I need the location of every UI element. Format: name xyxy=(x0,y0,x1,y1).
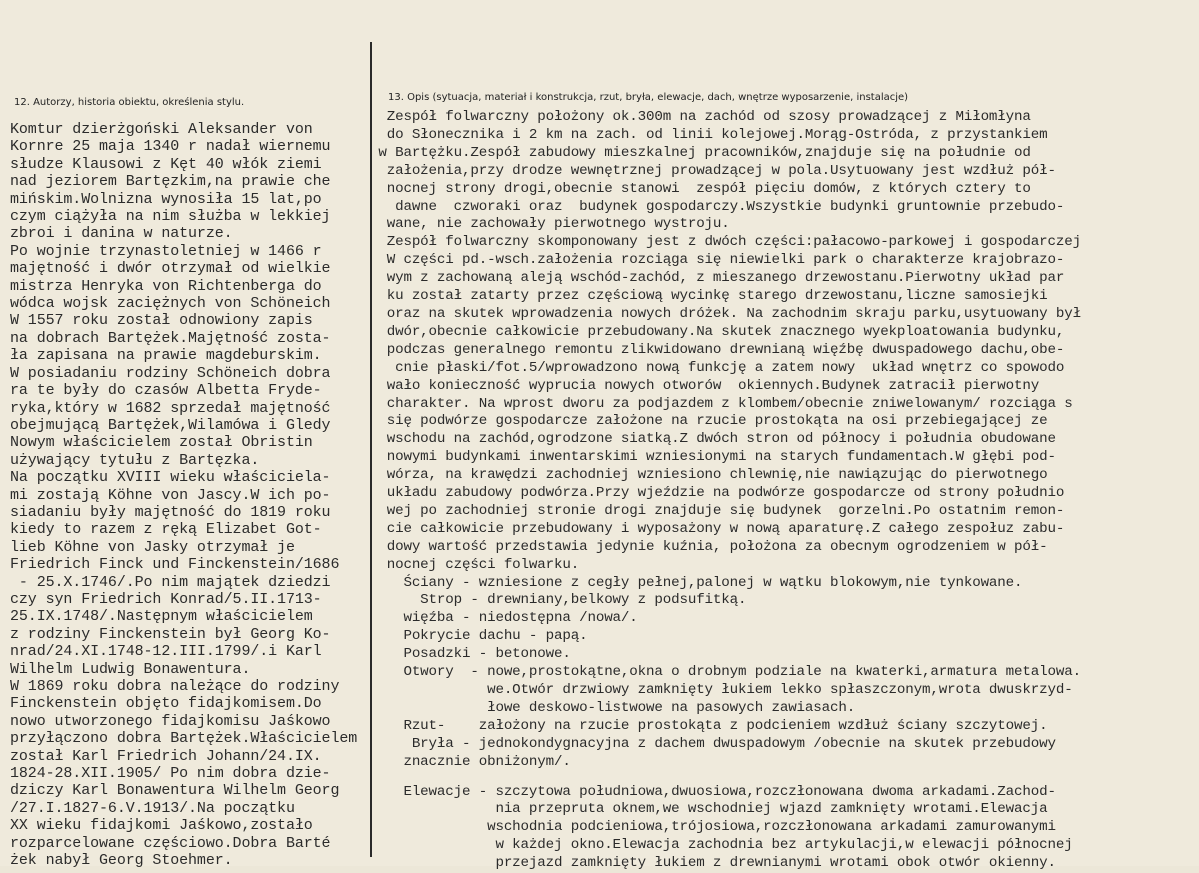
description-text-line: charakter. Na wprost dworu za podjazdem z klombem/obecnie zniwelowanym/ rozciąga s xyxy=(370,395,1073,412)
history-text-line: /27.I.1827-6.V.1913/.Na początku xyxy=(10,799,295,817)
description-text-line: założenia,przy drodze wewnętrznej prowadzącej w pola.Usytuowany jest wzdłuż pół- xyxy=(370,162,1056,179)
history-text-line: lieb Köhne von Jasky otrzymał je xyxy=(10,538,295,556)
description-text-line: oraz na skutek wprowadzenia nowych dróżek. Na zachodnim skraju parku,usytuowany był xyxy=(370,305,1081,322)
description-text-line: w Bartężku.Zespół zabudowy mieszkalnej pracowników,znajduje się na południe od xyxy=(370,144,1031,161)
description-text-line: Pokrycie dachu - papą. xyxy=(370,628,588,645)
history-text-line: Finckenstein objęto fidajkomisem.Do xyxy=(10,695,322,713)
description-text-line: do Słonecznika i 2 km na zach. od linii kolejowej.Morąg-Ostróda, z przystankiem xyxy=(370,126,1048,143)
history-text-line: nrad/24.XI.1748-12.III.1799/.i Karl xyxy=(10,643,322,661)
description-text-line: nocnej części folwarku. xyxy=(370,556,580,573)
history-text-line: Komtur dzierżgoński Aleksander von xyxy=(10,121,313,138)
description-text-line: dowy wartość przedstawia jedynie kuźnia, położona za obecnym ogrodzeniem w pół- xyxy=(370,538,1048,555)
description-text-line: cie całkowicie przebudowany i wyposażony w nową aparaturę.Z całego zespołuz zabu- xyxy=(370,520,1065,537)
description-text-line: Elewacje - szczytowa południowa,dwuosiowa,rozczłonowana dwoma arkadami.Zachod- xyxy=(370,783,1056,800)
description-text-line: dawne czworaki oraz budynek gospodarczy.Wszystkie budynki gruntownie przebudo- xyxy=(370,198,1065,215)
description-text-line: we.Otwór drzwiowy zamknięty łukiem lekko spłaszczonym,wrota dwuskrzyd- xyxy=(370,682,1073,698)
history-text-line: rozparcelowane częściowo.Dobra Barté xyxy=(10,834,331,852)
description-text-line: się podwórze gospodarcze założone na rzucie prostokąta na osi przebiegającej ze xyxy=(370,413,1048,430)
history-text-line: siadaniu były majętność do 1819 roku xyxy=(10,503,331,521)
history-text-line: dziczy Karl Bonawentura Wilhelm Georg xyxy=(10,782,340,800)
history-text-line: na dobrach Bartężek.Majętność zosta- xyxy=(10,329,331,347)
history-text-line: kiedy to razem z ręką Elizabet Got- xyxy=(10,521,322,539)
description-text-line: więźba - niedostępna /nowa/. xyxy=(370,610,638,627)
history-text-line: mistrza Henryka von Richtenberga do xyxy=(10,277,322,295)
history-text-line: czy syn Friedrich Konrad/5.II.1713- xyxy=(10,590,322,608)
description-text-line: wschodu na zachód,ogrodzone siatką.Z dwóch stron od północy i południa obudowane xyxy=(370,431,1056,448)
history-text-line: obejmującą Bartężek,Wilamówa i Gledy xyxy=(10,416,331,434)
history-text-line: - 25.X.1746/.Po nim majątek dziedzi xyxy=(10,573,331,591)
description-text-line: wym z zachowaną aleją wschód-zachód, z mieszanego drzewostanu.Pierwotny układ par xyxy=(370,270,1065,287)
history-text-line: zbroi i danina w naturze. xyxy=(10,225,233,243)
history-text-line: ra te były do czasów Albetta Fryde- xyxy=(10,382,322,400)
description-text-line: Strop - drewniany,belkowy z podsufitką. xyxy=(370,592,747,609)
history-text-line: W 1557 roku został odnowiony zapis xyxy=(10,312,313,330)
history-text-line: używający tytułu z Bartęzka. xyxy=(10,451,260,469)
history-text-line: przyłączono dobra Bartężek.Właścicielem xyxy=(10,730,358,748)
description-text-line: Rzut- założony na rzucie prostokąta z podcieniem wzdłuż ściany szczytowej. xyxy=(370,717,1048,734)
description-text-line: wane, nie zachowały pierwotnego wystroju. xyxy=(370,216,730,233)
history-text-line: został Karl Friedrich Johann/24.IX. xyxy=(10,747,322,765)
description-text-line: przejazd zamknięty łukiem z drewnianymi wrotami obok otwór okienny. xyxy=(370,855,1056,872)
description-text-line: w każdej okno.Elewacja zachodnia bez artykulacji,w elewacji północnej xyxy=(370,837,1073,854)
history-text-line: XX wieku fidajkomi Jaśkowo,zostało xyxy=(10,817,313,835)
description-text-line: układu zabudowy podwórza.Przy wjeździe na podwórze gospodarcze od strony południo xyxy=(370,485,1065,502)
description-text-line: ku został zatarty przez częściową wycinkę starego drzewostanu,liczne samosiejki xyxy=(370,288,1048,305)
history-text-line: 25.IX.1748/.Następnym właścicielem xyxy=(10,608,313,626)
description-text-column xyxy=(370,109,1081,873)
description-text-line: wało konieczność wyprucia nowych otworów okiennych.Budynek zatracił pierwotny xyxy=(370,377,1040,394)
description-text-line: nocnej strony drogi,obecnie stanowi zespół pięciu domów, z których cztery to xyxy=(370,180,1031,197)
history-text-line: żek nabył Georg Stoehmer. xyxy=(10,852,233,870)
description-text-line: wórza, na krawędzi zachodniej wzniesiono chlewnię,nie nawiązując do pierwotnego xyxy=(370,467,1048,484)
description-text-line: nia przepruta oknem,we wschodniej wjazd zamknięty wrotami.Elewacja xyxy=(370,801,1048,818)
description-text-line: wej po zachodniej stronie drogi znajduje się budynek gorzelni.Po ostatnim remon- xyxy=(370,502,1065,519)
history-text-line: nowo utworzonego fidajkomisu Jaśkowo xyxy=(10,712,331,730)
history-text-line: czym ciążyła na nim służba w lekkiej xyxy=(10,208,331,226)
description-text-line xyxy=(370,772,1081,784)
history-text-line: 1824-28.XII.1905/ Po nim dobra dzie- xyxy=(10,765,331,783)
history-text-line: ryka,który w 1682 sprzedał majętność xyxy=(10,399,331,417)
history-text-line: słudze Klausowi z Kęt 40 włók ziemi xyxy=(10,155,322,173)
history-text-line: ła zapisana na prawie magdeburskim. xyxy=(10,347,322,365)
history-text-line: W 1869 roku dobra należące do rodziny xyxy=(10,678,340,695)
description-text-line: podczas generalnego remontu zlikwidowano drewnianą więźbę dwuspadowego dachu,obe- xyxy=(370,341,1065,358)
description-text-line: Zespół folwarczny skomponowany jest z dwóch części:pałacowo-parkowej i gospodarczej xyxy=(370,234,1081,251)
history-text-line: Po wojnie trzynastoletniej w 1466 r xyxy=(10,242,322,260)
history-text-line: z rodziny Finckenstein był Georg Ko- xyxy=(10,625,331,643)
description-text-line: Zespół folwarczny położony ok.300m na zachód od szosy prowadzącej z Miłomłyna xyxy=(370,109,1031,125)
history-text-line: nad jeziorem Bartęzkim,na prawie che xyxy=(10,173,331,191)
description-text-line: Bryła - jednokondygnacyjna z dachem dwuspadowym /obecnie na skutek przebudowy xyxy=(370,735,1056,752)
history-text-line: majętność i dwór otrzymał od wielkie xyxy=(10,260,331,278)
history-text-line: wódca wojsk zaciężnych von Schöneich xyxy=(10,295,331,313)
history-text-line: Friedrich Finck und Finckenstein/1686 xyxy=(10,556,340,574)
description-text-line: nowymi budynkami inwentarskimi wzniesionymi na starych fundamentach.W głębi pod- xyxy=(370,449,1056,466)
history-text-line: W posiadaniu rodziny Schöneich dobra xyxy=(10,364,331,382)
section-12-header: 12. Autorzy, historia obiektu, określenia stylu. xyxy=(14,97,245,108)
description-text-line: Posadzki - betonowe. xyxy=(370,646,571,663)
description-text-line: cnie płaski/fot.5/wprowadzono nową funkcję a zatem nowy układ wnętrz co spowodo xyxy=(370,359,1065,376)
description-text-line: łowe deskowo-listwowe na pasowych zawiasach. xyxy=(370,699,856,716)
description-text-line: Ściany - wzniesione z cegły pełnej,palonej w wątku blokowym,nie tynkowane. xyxy=(370,574,1023,591)
history-text-line: mi zostają Köhne von Jascy.W ich po- xyxy=(10,486,331,504)
description-text-line: Otwory - nowe,prostokątne,okna o drobnym podziale na kwaterki,armatura metalowa. xyxy=(370,664,1081,681)
description-text-line: dwór,obecnie całkowicie przebudowany.Na skutek znacznego wyekploatowania budynku, xyxy=(370,323,1065,340)
history-text-line: Na początku XVIII wieku właściciela- xyxy=(10,469,331,487)
description-text-line: znacznie obniżonym/. xyxy=(370,753,571,770)
description-text-line: W części pd.-wsch.założenia rozciąga się niewielki park o charakterze krajobrazo- xyxy=(370,252,1065,269)
history-text-line: mińskim.Wolnizna wynosiła 15 lat,po xyxy=(10,190,322,208)
history-text-line: Nowym właścicielem został Obristin xyxy=(10,434,313,452)
section-13-header: 13. Opis (sytuacja, materiał i konstrukcja, rzut, bryła, elewacje, dach, wnętrze wyposarzenie, instalacje) xyxy=(388,92,909,103)
history-text-line: Kornre 25 maja 1340 r nadał wiernemu xyxy=(10,138,331,156)
history-text-line: Wilhelm Ludwig Bonawentura. xyxy=(10,660,251,678)
history-text-column xyxy=(10,121,357,869)
description-text-line: wschodnia podcieniowa,trójosiowa,rozczłonowana arkadami zamurowanymi xyxy=(370,819,1056,836)
